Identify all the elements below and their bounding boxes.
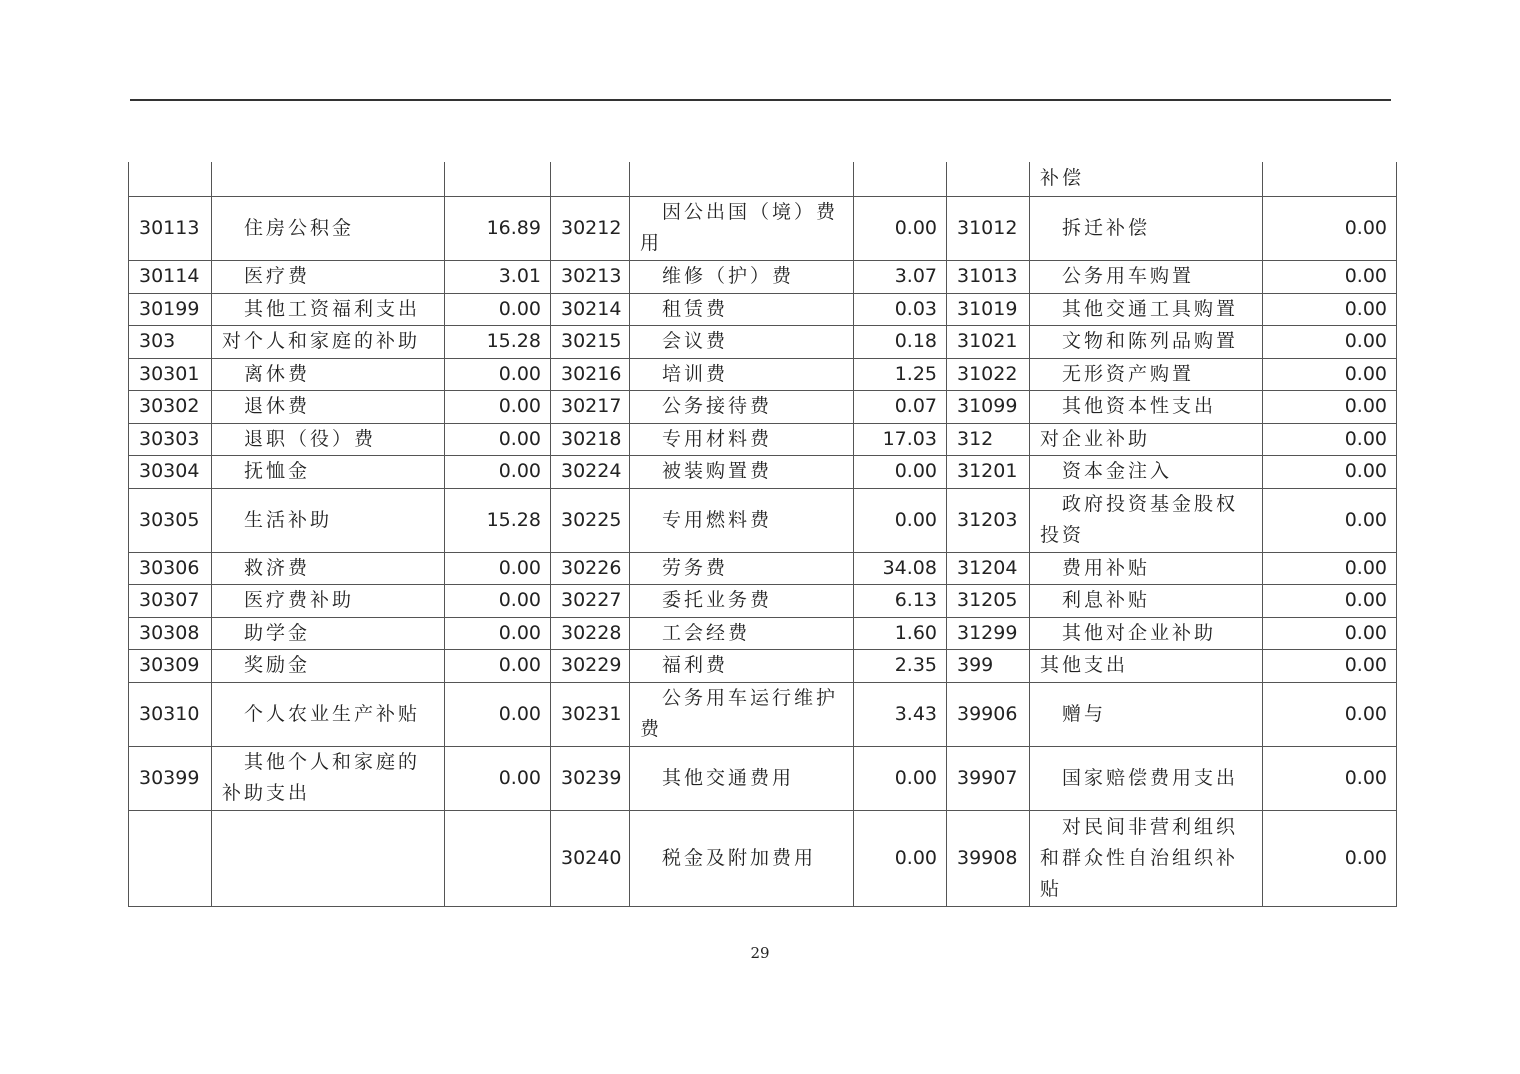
item-amount: 0.00 xyxy=(854,196,947,260)
item-amount: 0.00 xyxy=(445,358,551,390)
table-row xyxy=(129,488,1397,552)
item-name xyxy=(630,293,854,325)
item-name xyxy=(630,682,854,746)
item-name-text: 公务接待费 xyxy=(662,395,773,417)
table-row xyxy=(129,746,1397,810)
item-name xyxy=(630,162,854,196)
item-name-text: 对企业补助 xyxy=(1040,427,1151,450)
item-amount: 1.60 xyxy=(854,617,947,649)
table-row xyxy=(129,325,1397,358)
item-code: 31205 xyxy=(947,584,1030,617)
item-name xyxy=(212,196,445,260)
item-amount: 2.35 xyxy=(854,649,947,682)
item-code: 39907 xyxy=(947,746,1030,810)
item-code: 30303 xyxy=(129,423,212,455)
budget-table xyxy=(128,162,1397,907)
item-amount xyxy=(1263,162,1397,196)
item-name xyxy=(212,423,445,455)
item-name xyxy=(1030,196,1263,260)
table-row xyxy=(129,810,1397,906)
item-name-text: 拆迁补偿 xyxy=(1062,216,1151,239)
table-row xyxy=(129,552,1397,584)
item-code: 31013 xyxy=(947,260,1030,293)
item-name-text: 赠与 xyxy=(1062,702,1107,725)
item-amount: 15.28 xyxy=(445,488,551,552)
item-code: 30216 xyxy=(551,358,630,390)
item-code: 30306 xyxy=(129,552,212,584)
item-name xyxy=(630,260,854,293)
item-amount: 0.00 xyxy=(445,390,551,423)
item-amount: 0.00 xyxy=(1263,649,1397,682)
table-row xyxy=(129,162,1397,196)
item-name xyxy=(630,617,854,649)
item-amount: 0.00 xyxy=(445,649,551,682)
item-code: 303 xyxy=(129,325,212,358)
item-amount xyxy=(445,810,551,906)
item-name-text: 公务用车购置 xyxy=(1062,265,1195,287)
item-code: 30305 xyxy=(129,488,212,552)
item-name-text: 被装购置费 xyxy=(662,460,773,482)
item-name-text: 工会经费 xyxy=(662,621,751,644)
item-code: 30307 xyxy=(129,584,212,617)
item-code: 31204 xyxy=(947,552,1030,584)
item-amount: 6.13 xyxy=(854,584,947,617)
item-name xyxy=(212,682,445,746)
item-code: 30310 xyxy=(129,682,212,746)
item-code: 30309 xyxy=(129,649,212,682)
item-amount: 0.00 xyxy=(445,293,551,325)
item-name xyxy=(1030,488,1263,552)
item-code: 30218 xyxy=(551,423,630,455)
item-name xyxy=(1030,455,1263,488)
item-amount: 16.89 xyxy=(445,196,551,260)
item-name xyxy=(630,390,854,423)
item-name xyxy=(630,488,854,552)
item-code: 31203 xyxy=(947,488,1030,552)
item-name xyxy=(1030,584,1263,617)
item-code xyxy=(947,162,1030,196)
item-code: 30228 xyxy=(551,617,630,649)
table-row xyxy=(129,260,1397,293)
item-amount: 0.00 xyxy=(445,746,551,810)
item-name xyxy=(1030,423,1263,455)
item-name-text: 税金及附加费用 xyxy=(662,846,817,869)
item-code xyxy=(129,162,212,196)
item-name xyxy=(212,617,445,649)
item-amount: 0.00 xyxy=(1263,746,1397,810)
item-name xyxy=(212,260,445,293)
item-code: 31022 xyxy=(947,358,1030,390)
item-name xyxy=(1030,552,1263,584)
item-code: 30227 xyxy=(551,584,630,617)
item-amount: 0.18 xyxy=(854,325,947,358)
item-name xyxy=(212,293,445,325)
item-name xyxy=(212,810,445,906)
item-amount: 17.03 xyxy=(854,423,947,455)
item-name-text: 退休费 xyxy=(244,395,311,417)
item-name xyxy=(1030,810,1263,906)
item-name-text: 费用补贴 xyxy=(1062,556,1151,579)
table-row xyxy=(129,455,1397,488)
item-name xyxy=(1030,358,1263,390)
item-name-text: 助学金 xyxy=(244,621,311,644)
item-name-text: 住房公积金 xyxy=(244,216,355,239)
item-name-text: 其他工资福利支出 xyxy=(244,297,421,320)
item-name-text: 个人农业生产补贴 xyxy=(244,702,421,725)
item-name-text: 因公出国（境）费用 xyxy=(640,201,839,254)
item-amount: 0.00 xyxy=(854,746,947,810)
table-row xyxy=(129,682,1397,746)
item-name xyxy=(212,162,445,196)
item-amount: 0.00 xyxy=(445,455,551,488)
table-row xyxy=(129,293,1397,325)
item-name-text: 奖励金 xyxy=(244,654,311,676)
item-name xyxy=(212,746,445,810)
item-amount: 15.28 xyxy=(445,325,551,358)
item-amount: 0.00 xyxy=(445,617,551,649)
item-name xyxy=(630,552,854,584)
item-name xyxy=(212,390,445,423)
item-code: 30226 xyxy=(551,552,630,584)
item-name-text: 医疗费补助 xyxy=(244,589,355,611)
item-name-text: 其他支出 xyxy=(1040,654,1129,676)
item-code: 30399 xyxy=(129,746,212,810)
item-code: 312 xyxy=(947,423,1030,455)
item-amount: 0.03 xyxy=(854,293,947,325)
item-name xyxy=(1030,325,1263,358)
page-number: 29 xyxy=(750,944,770,962)
item-name xyxy=(630,584,854,617)
item-name xyxy=(630,325,854,358)
item-code: 31021 xyxy=(947,325,1030,358)
item-name-text: 抚恤金 xyxy=(244,460,311,482)
item-code: 30231 xyxy=(551,682,630,746)
item-code: 30199 xyxy=(129,293,212,325)
item-name-text: 维修（护）费 xyxy=(662,265,795,287)
item-code: 30239 xyxy=(551,746,630,810)
item-amount: 0.00 xyxy=(854,488,947,552)
item-amount: 0.00 xyxy=(445,584,551,617)
item-name xyxy=(630,196,854,260)
item-amount: 0.00 xyxy=(1263,488,1397,552)
item-code: 30212 xyxy=(551,196,630,260)
item-amount: 0.00 xyxy=(1263,423,1397,455)
item-amount: 0.00 xyxy=(1263,810,1397,906)
item-name xyxy=(1030,746,1263,810)
item-name-text: 国家赔偿费用支出 xyxy=(1062,766,1239,789)
item-code: 31099 xyxy=(947,390,1030,423)
item-name xyxy=(212,358,445,390)
item-code: 30301 xyxy=(129,358,212,390)
item-name xyxy=(630,455,854,488)
table-row xyxy=(129,196,1397,260)
item-name-text: 无形资产购置 xyxy=(1062,362,1195,385)
item-name xyxy=(630,746,854,810)
item-amount: 0.00 xyxy=(1263,196,1397,260)
table-body xyxy=(129,162,1397,906)
item-code: 31012 xyxy=(947,196,1030,260)
item-amount: 0.00 xyxy=(854,810,947,906)
item-amount: 3.07 xyxy=(854,260,947,293)
item-amount: 3.01 xyxy=(445,260,551,293)
item-name-text: 专用材料费 xyxy=(662,427,773,450)
table-row xyxy=(129,390,1397,423)
item-name-text: 其他资本性支出 xyxy=(1062,395,1217,417)
item-code: 30215 xyxy=(551,325,630,358)
item-code: 39908 xyxy=(947,810,1030,906)
table-row xyxy=(129,649,1397,682)
item-amount: 0.00 xyxy=(1263,390,1397,423)
item-name xyxy=(1030,162,1263,196)
item-code: 30304 xyxy=(129,455,212,488)
item-code: 30224 xyxy=(551,455,630,488)
item-code: 39906 xyxy=(947,682,1030,746)
item-name-text: 退职（役）费 xyxy=(244,427,377,450)
item-name-text: 公务用车运行维护费 xyxy=(640,687,839,740)
item-amount: 0.00 xyxy=(1263,260,1397,293)
item-name-text: 专用燃料费 xyxy=(662,508,773,531)
item-name-text: 生活补助 xyxy=(244,508,333,531)
item-name xyxy=(1030,617,1263,649)
item-code: 30213 xyxy=(551,260,630,293)
header-rule xyxy=(130,99,1391,101)
item-name-text: 其他交通费用 xyxy=(662,766,795,789)
item-amount: 0.00 xyxy=(1263,584,1397,617)
table-row xyxy=(129,358,1397,390)
item-name-text: 福利费 xyxy=(662,654,729,676)
item-code: 31019 xyxy=(947,293,1030,325)
item-code: 30229 xyxy=(551,649,630,682)
item-name xyxy=(212,649,445,682)
item-amount: 0.00 xyxy=(1263,682,1397,746)
item-name xyxy=(630,810,854,906)
item-amount: 1.25 xyxy=(854,358,947,390)
item-name xyxy=(1030,260,1263,293)
item-name-text: 政府投资基金股权投资 xyxy=(1040,493,1239,546)
item-code: 30113 xyxy=(129,196,212,260)
item-amount: 0.00 xyxy=(854,455,947,488)
item-name xyxy=(212,552,445,584)
item-amount xyxy=(854,162,947,196)
item-name xyxy=(1030,682,1263,746)
table-row xyxy=(129,617,1397,649)
item-name-text: 其他个人和家庭的补助支出 xyxy=(222,751,421,804)
item-amount: 0.00 xyxy=(1263,358,1397,390)
item-name-text: 培训费 xyxy=(662,362,729,385)
item-name-text: 离休费 xyxy=(244,362,311,385)
item-amount: 0.00 xyxy=(445,682,551,746)
item-name xyxy=(630,358,854,390)
item-name-text: 劳务费 xyxy=(662,556,729,579)
item-amount: 0.07 xyxy=(854,390,947,423)
item-code: 30114 xyxy=(129,260,212,293)
item-name-text: 补偿 xyxy=(1040,167,1085,190)
item-name-text: 对民间非营利组织和群众性自治组织补贴 xyxy=(1040,815,1239,900)
item-name-text: 资本金注入 xyxy=(1062,460,1173,482)
item-amount: 3.43 xyxy=(854,682,947,746)
item-name xyxy=(1030,390,1263,423)
item-name-text: 租赁费 xyxy=(662,297,729,320)
item-code: 31299 xyxy=(947,617,1030,649)
item-code: 30308 xyxy=(129,617,212,649)
item-amount: 0.00 xyxy=(1263,325,1397,358)
item-amount: 0.00 xyxy=(1263,293,1397,325)
item-name xyxy=(212,455,445,488)
table-row xyxy=(129,423,1397,455)
item-name-text: 其他对企业补助 xyxy=(1062,621,1217,644)
item-amount: 0.00 xyxy=(1263,552,1397,584)
item-name-text: 委托业务费 xyxy=(662,589,773,611)
item-code: 30217 xyxy=(551,390,630,423)
item-code: 30214 xyxy=(551,293,630,325)
item-name xyxy=(630,423,854,455)
item-name-text: 利息补贴 xyxy=(1062,589,1151,611)
table-row xyxy=(129,584,1397,617)
item-name-text: 对个人和家庭的补助 xyxy=(222,330,421,352)
item-name-text: 救济费 xyxy=(244,556,311,579)
item-code: 30225 xyxy=(551,488,630,552)
item-name xyxy=(212,488,445,552)
item-amount: 34.08 xyxy=(854,552,947,584)
item-code xyxy=(551,162,630,196)
item-name xyxy=(212,325,445,358)
item-name xyxy=(212,584,445,617)
item-name-text: 医疗费 xyxy=(244,265,311,287)
item-amount: 0.00 xyxy=(445,552,551,584)
item-amount: 0.00 xyxy=(445,423,551,455)
item-name xyxy=(1030,293,1263,325)
item-amount xyxy=(445,162,551,196)
item-code: 399 xyxy=(947,649,1030,682)
item-code: 31201 xyxy=(947,455,1030,488)
item-code xyxy=(129,810,212,906)
item-amount: 0.00 xyxy=(1263,455,1397,488)
item-name-text: 会议费 xyxy=(662,330,729,352)
item-code: 30240 xyxy=(551,810,630,906)
item-name-text: 文物和陈列品购置 xyxy=(1062,330,1239,352)
item-amount: 0.00 xyxy=(1263,617,1397,649)
item-name xyxy=(1030,649,1263,682)
item-code: 30302 xyxy=(129,390,212,423)
item-name-text: 其他交通工具购置 xyxy=(1062,297,1239,320)
item-name xyxy=(630,649,854,682)
